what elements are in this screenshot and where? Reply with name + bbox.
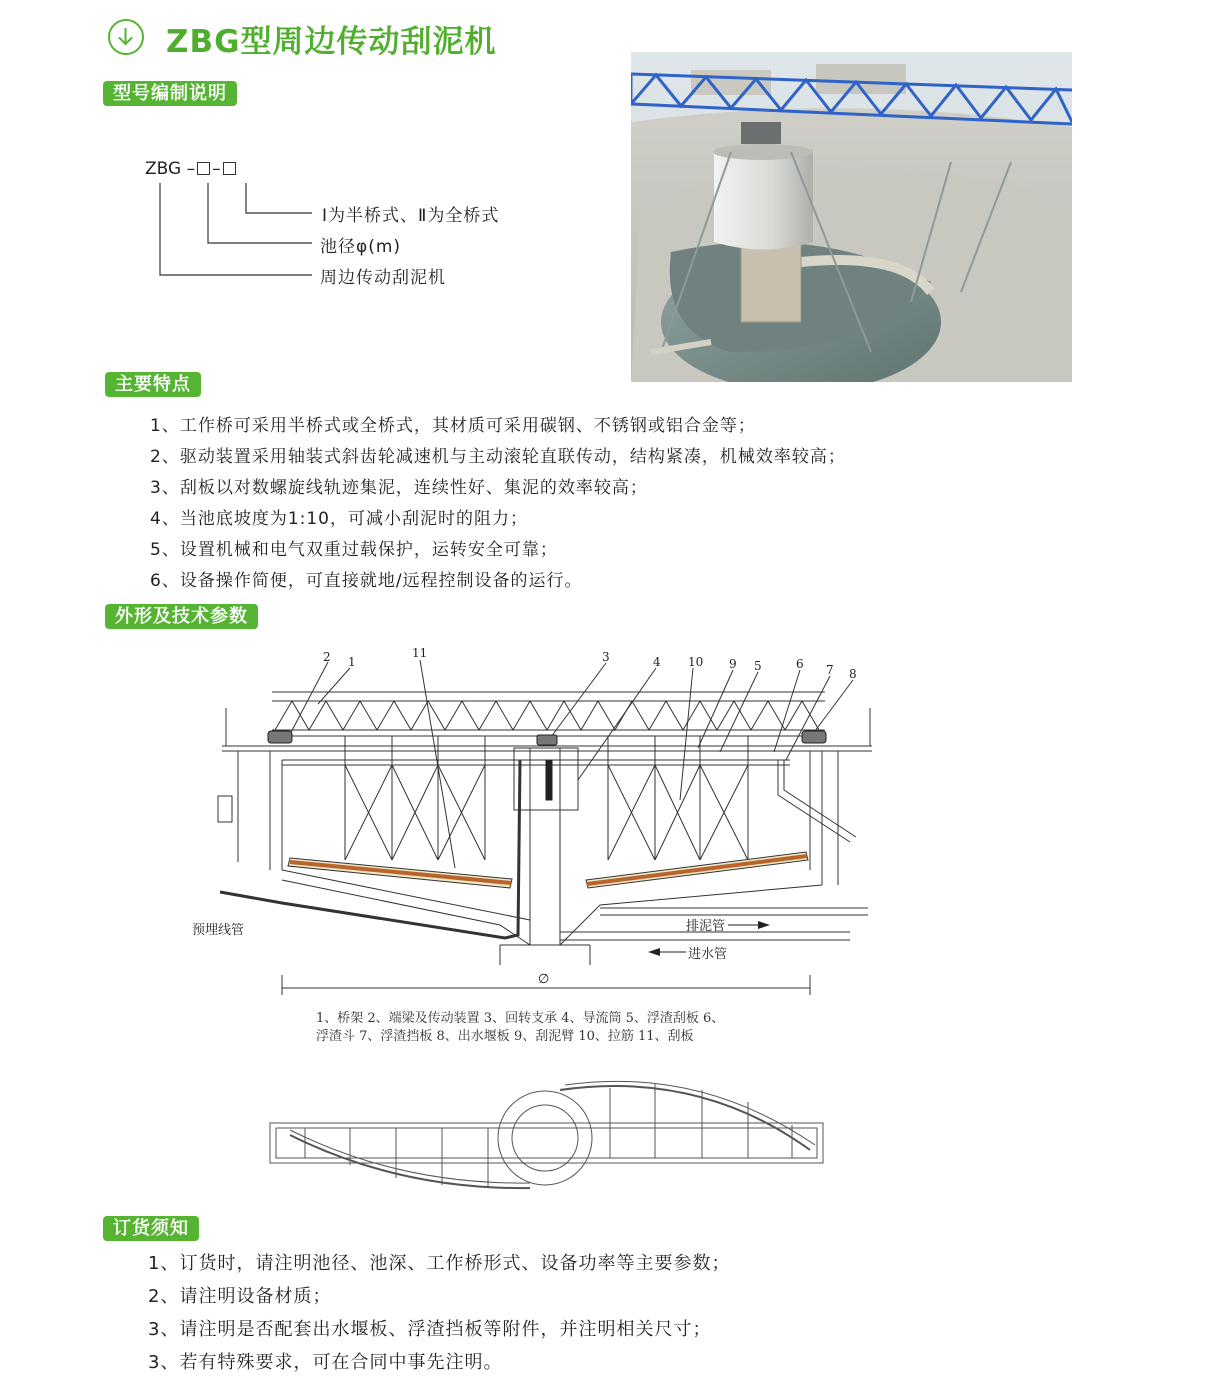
feature-item: 2、驱动装置采用轴装式斜齿轮减速机与主动滚轮直联传动，结构紧凑，机械效率较高； [150,447,846,467]
order-note: 2、请注明设备材质； [148,1286,332,1307]
diagram-caption-line: 浮渣斗 7、浮渣挡板 8、出水堰板 9、刮泥臂 10、拉筋 11、刮板 [316,1029,694,1044]
product-photo [631,52,1072,382]
callout-label: 5 [754,659,762,673]
section-specs-badge: 外形及技术参数 [105,604,258,629]
section-model-badge: 型号编制说明 [103,81,237,106]
order-note: 3、请注明是否配套出水堰板、浮渣挡板等附件，并注明相关尺寸； [148,1319,712,1340]
model-code-prefix: ZBG – [145,159,196,179]
order-note: 1、订货时，请注明池径、池深、工作桥形式、设备功率等主要参数； [148,1253,731,1274]
section-order-badge: 订货须知 [103,1216,199,1241]
callout-label: 7 [826,663,834,677]
feature-item: 5、设置机械和电气双重过载保护，运转安全可靠； [150,540,558,560]
feature-item: 6、设备操作简便，可直接就地/远程控制设备的运行。 [150,571,583,591]
feature-item: 4、当池底坡度为1:10，可减小刮泥时的阻力； [150,509,528,529]
callout-label: 8 [849,667,857,681]
callout-label: 2 [323,650,331,664]
callout-label: 11 [412,646,428,660]
label-diameter-symbol: ∅ [538,972,550,987]
order-note: 3、若有特殊要求，可在合同中事先注明。 [148,1352,503,1373]
elevation-diagram [180,640,890,1005]
down-arrow-icon [108,19,144,55]
code-box-2 [223,162,236,175]
plan-diagram [265,1078,830,1203]
callout-label: 9 [729,657,737,671]
callout-label: 1 [348,655,356,669]
model-code-leaders [150,175,320,285]
legend-machine: 周边传动刮泥机 [320,268,446,288]
callout-label: 10 [688,655,704,669]
feature-item: 3、刮板以对数螺旋线轨迹集泥，连续性好、集泥的效率较高； [150,478,648,498]
callout-label: 4 [653,655,661,669]
model-code-dash: – [212,159,221,179]
section-features-badge: 主要特点 [105,372,201,397]
label-sludge-pipe: 排泥管 [686,919,726,934]
callout-label: 6 [796,657,804,671]
feature-item: 1、工作桥可采用半桥式或全桥式，其材质可采用碳钢、不锈钢或铝合金等； [150,416,756,436]
label-inlet-pipe: 进水管 [688,947,728,962]
legend-bridge-type: Ⅰ为半桥式、Ⅱ为全桥式 [322,206,500,226]
code-box-1 [197,162,210,175]
page-title: ZBG型周边传动刮泥机 [166,24,497,60]
diagram-caption-line: 1、桥架 2、端梁及传动装置 3、回转支承 4、导流筒 5、浮渣刮板 6、 [316,1011,725,1026]
label-embedded-conduit: 预埋线管 [192,923,245,938]
callout-label: 3 [602,650,610,664]
legend-diameter: 池径φ(m) [320,237,402,257]
